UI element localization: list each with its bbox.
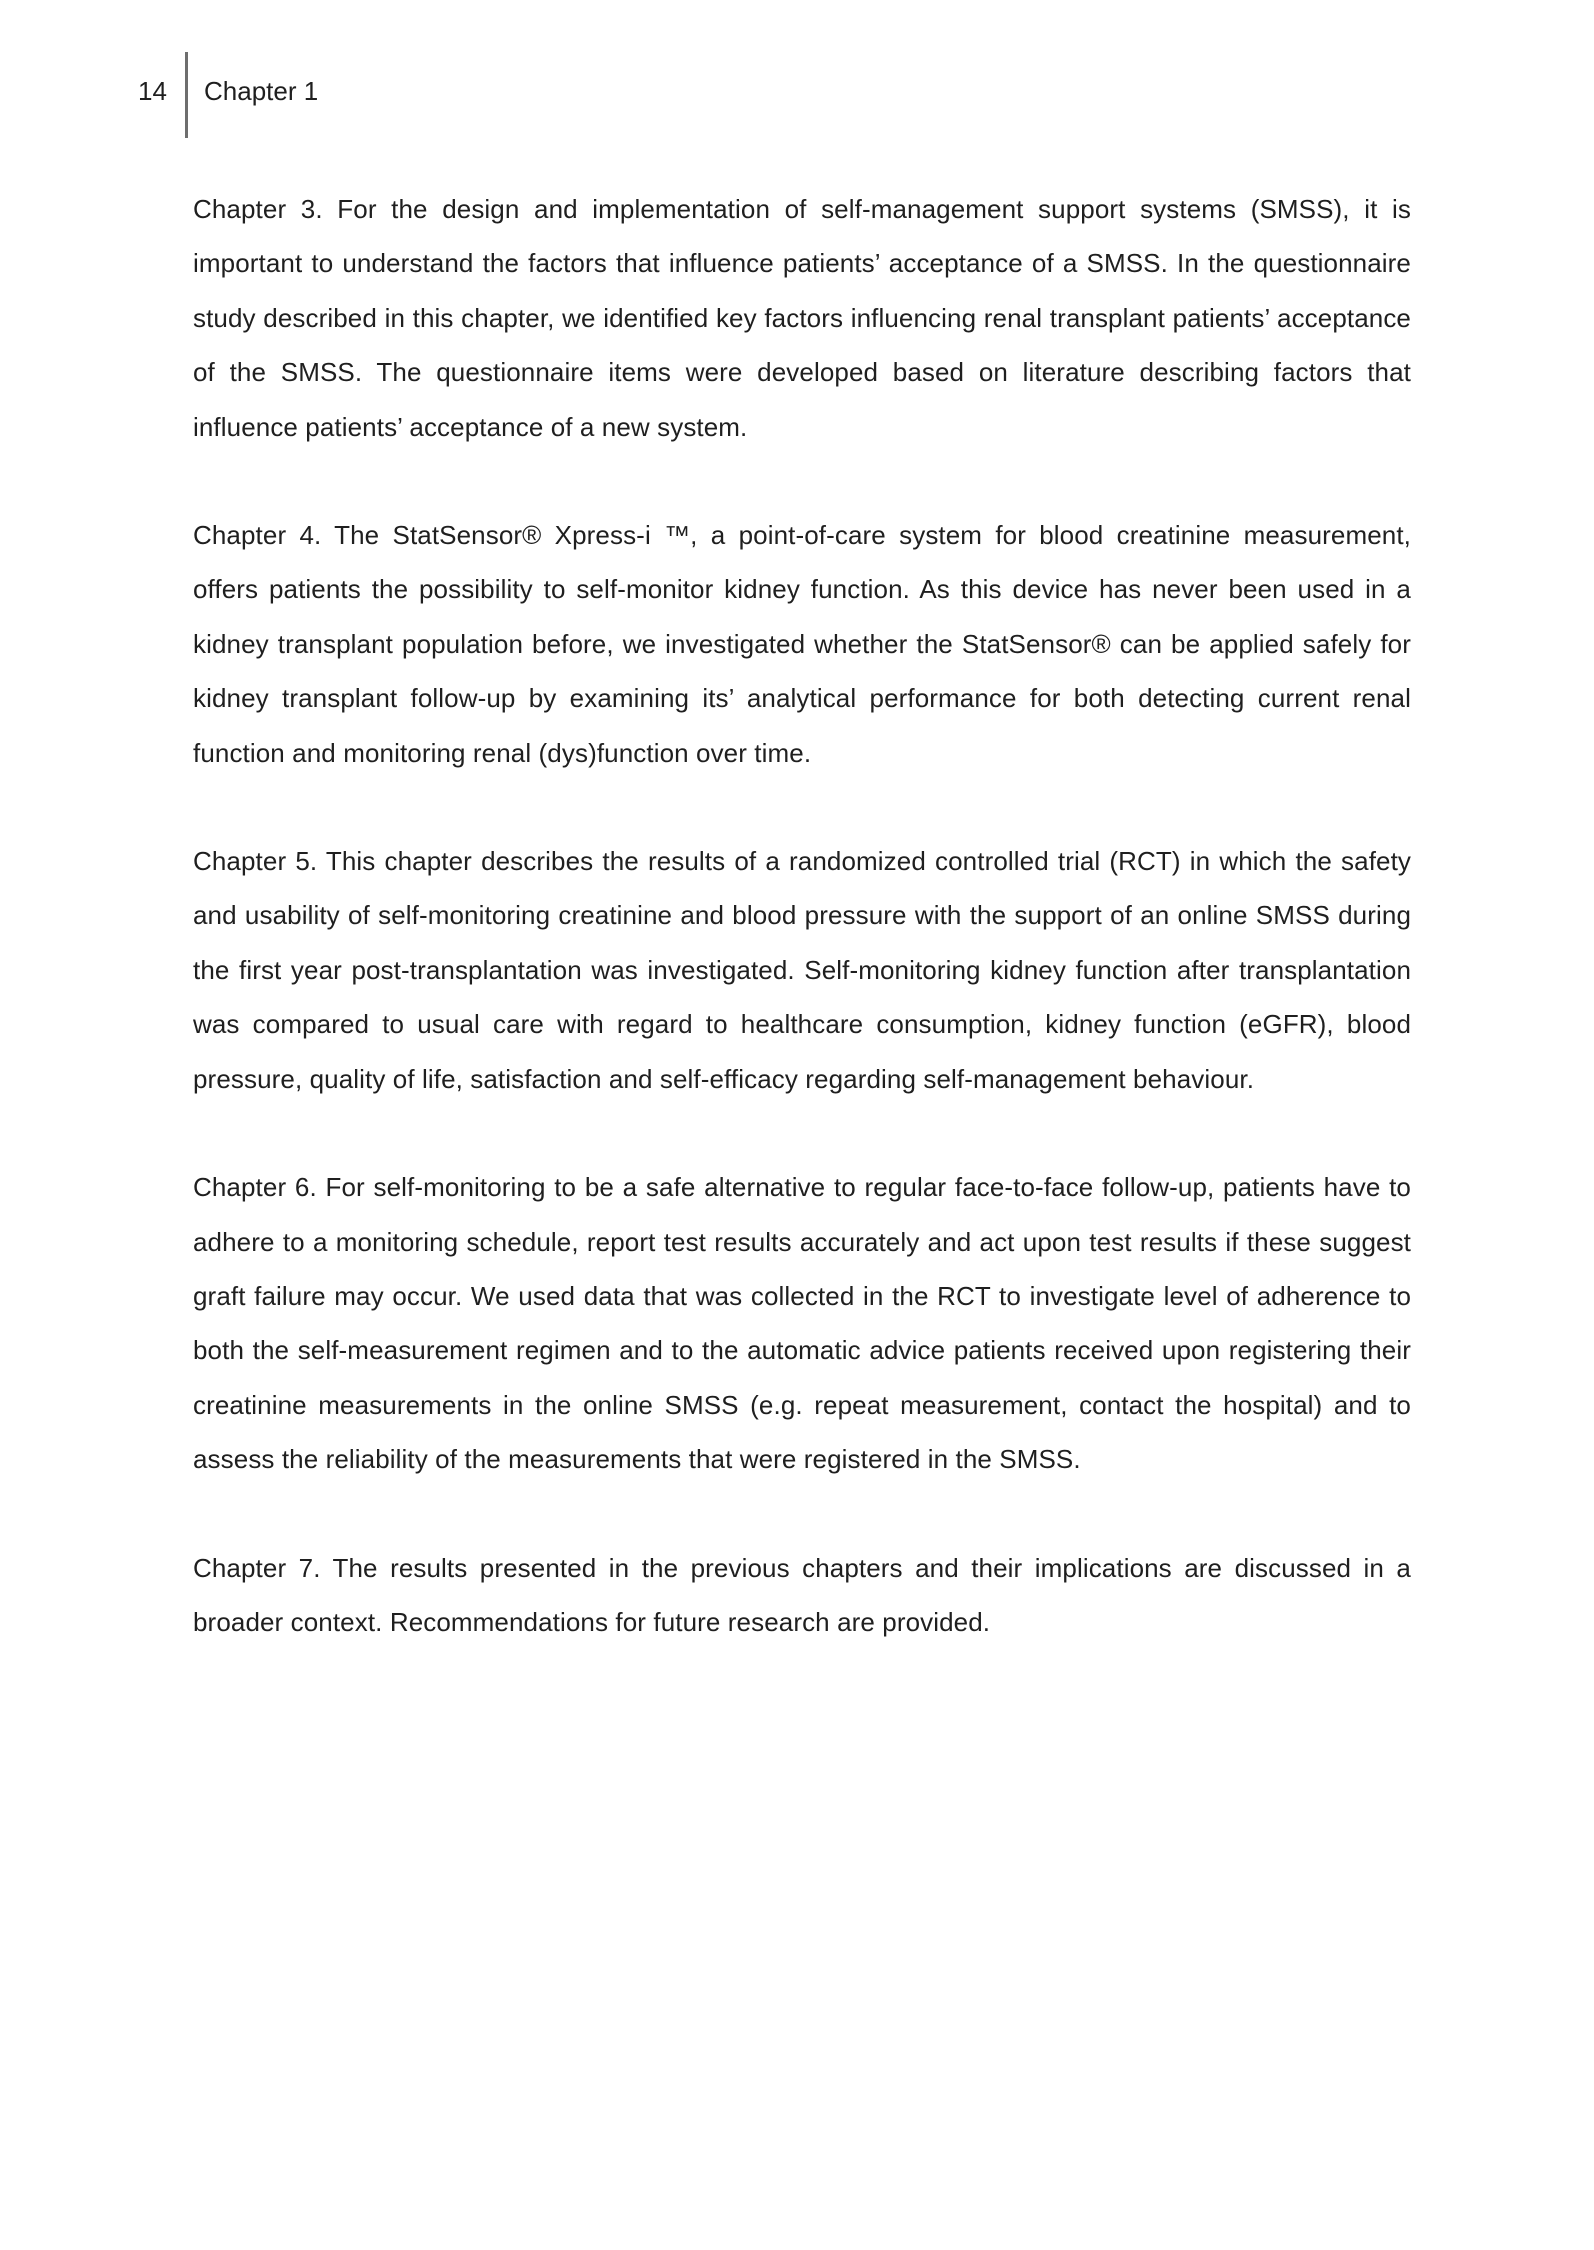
body-text	[193, 182, 1411, 1703]
page-number: 14	[138, 76, 167, 106]
paragraph-chapter-4: Chapter 4. The StatSensor® Xpress-i ™, a point-of-care system for blood creatinine measurement, offers patients the possibility to self-monitor kidney function. As this device has never been used in a kidney transplant population before, we investigated whether the StatSensor® can be applied safely for kidney transplant follow-up by examining its’ analytical performance for both detecting current renal function and monitoring renal (dys)function over time.	[193, 520, 1411, 768]
paragraph-chapter-3: Chapter 3. For the design and implementation of self-management support systems (SMSS), it is important to understand the factors that influence patients’ acceptance of a SMSS. In the questionnaire study described in this chapter, we identified key factors influencing renal transplant patients’ acceptance of the SMSS. The questionnaire items were developed based on literature describing factors that influence patients’ acceptance of a new system.	[193, 194, 1411, 442]
paragraph-chapter-7: Chapter 7. The results presented in the previous chapters and their implications are discussed in a broader context. Recommendations for future research are provided.	[193, 1552, 1411, 1637]
page-header	[0, 52, 1594, 138]
paragraph-chapter-6: Chapter 6. For self-monitoring to be a safe alternative to regular face-to-face follow-up, patients have to adhere to a monitoring schedule, report test results accurately and act upon test results if these suggest graft failure may occur. We used data that was collected in the RCT to investigate level of adherence to both the self-measurement regimen and to the automatic advice patients received upon registering their creatinine measurements in the online SMSS (e.g. repeat measurement, contact the hospital) and to assess the reliability of the measurements that were registered in the SMSS.	[193, 1172, 1411, 1475]
header-divider	[185, 52, 188, 138]
running-head: Chapter 1	[204, 76, 319, 106]
paragraph-chapter-5: Chapter 5. This chapter describes the results of a randomized controlled trial (RCT) in which the safety and usability of self-monitoring creatinine and blood pressure with the support of an online SMSS during the first year post-transplantation was investigated. Self-monitoring kidney function after transplantation was compared to usual care with regard to healthcare consumption, kidney function (eGFR), blood pressure, quality of life, satisfaction and self-efficacy regarding self-management behaviour.	[193, 846, 1411, 1094]
